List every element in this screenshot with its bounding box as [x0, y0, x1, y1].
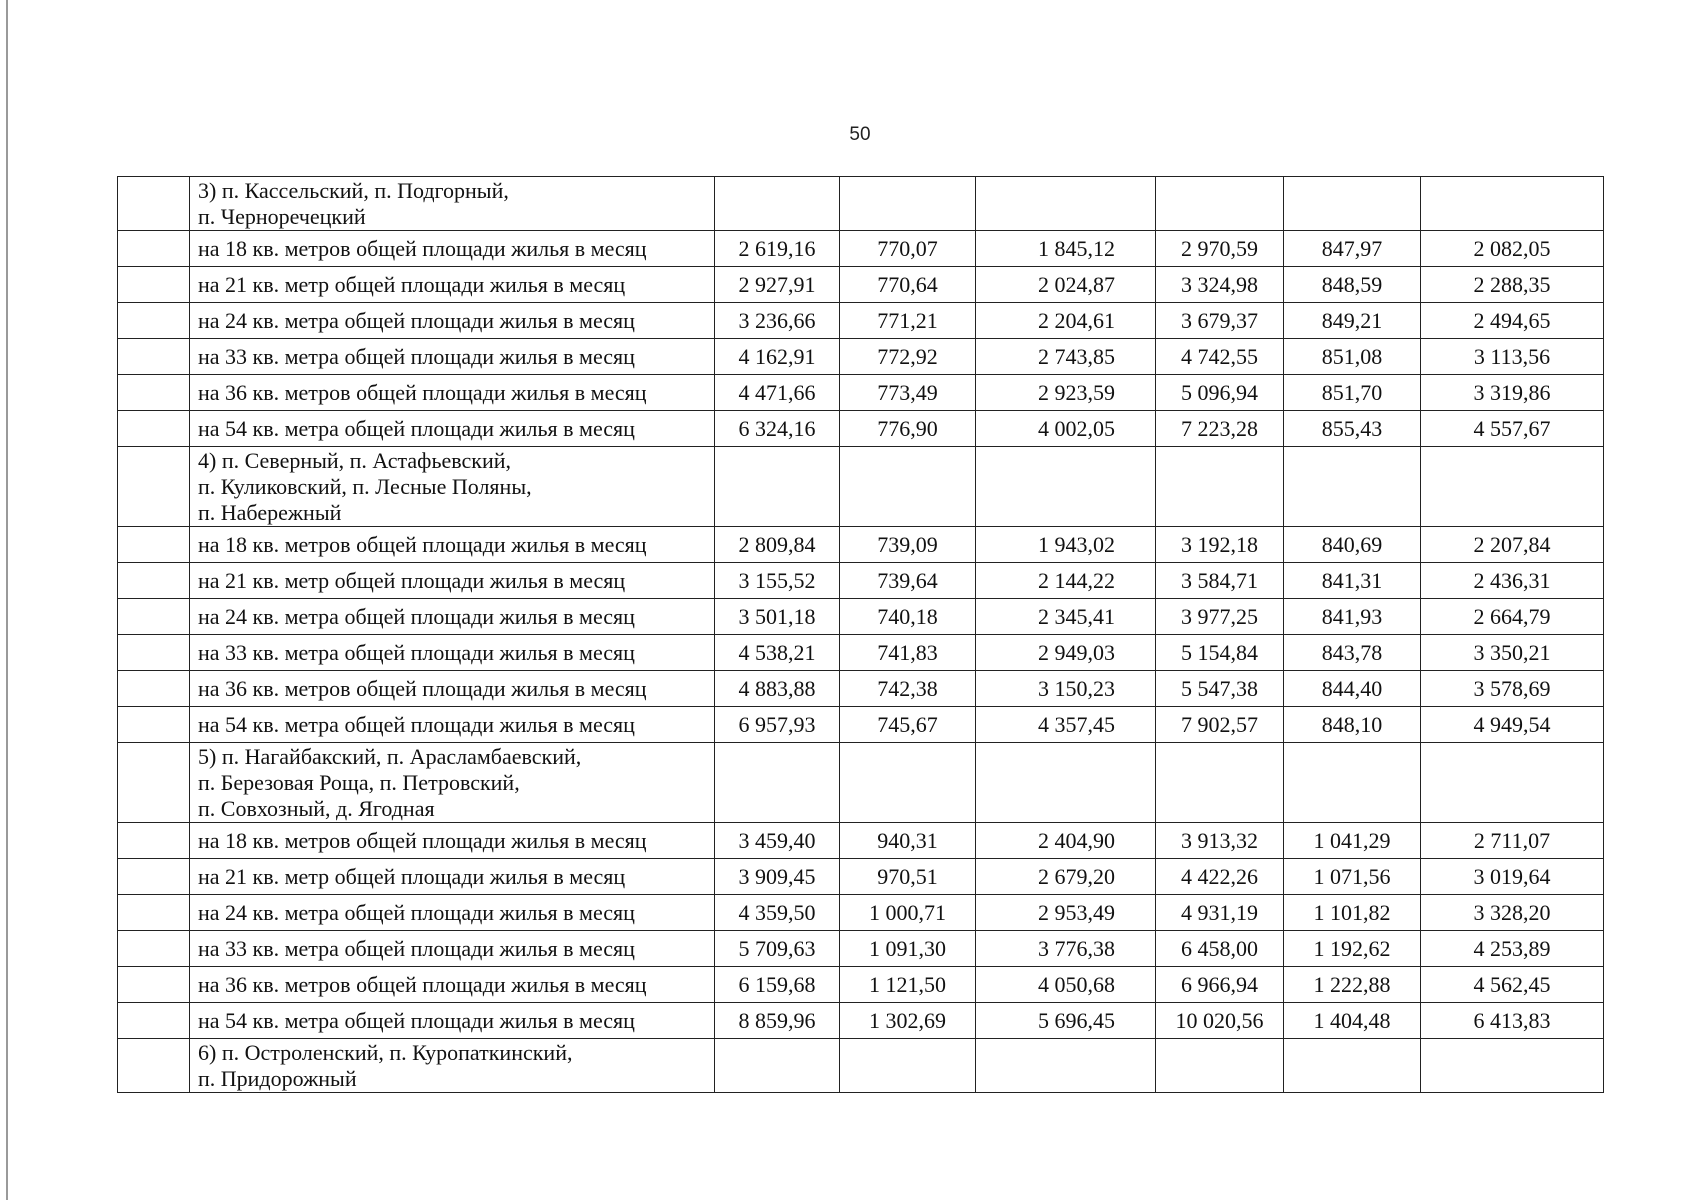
value-cell: 970,51: [840, 859, 976, 895]
value-cell: 6 324,16: [715, 411, 840, 447]
empty-value-cell: [715, 447, 840, 527]
empty-value-cell: [976, 1039, 1156, 1093]
value-cell: 770,07: [840, 231, 976, 267]
value-cell: 841,93: [1284, 599, 1421, 635]
table-row: [118, 599, 1604, 635]
table-row: [118, 375, 1604, 411]
table-row: [118, 231, 1604, 267]
empty-value-cell: [1421, 447, 1604, 527]
index-cell: [118, 707, 190, 743]
value-cell: 3 977,25: [1156, 599, 1284, 635]
group-header-row: [118, 1039, 1604, 1093]
table-row: [118, 859, 1604, 895]
value-cell: 4 931,19: [1156, 895, 1284, 931]
value-cell: 4 253,89: [1421, 931, 1604, 967]
value-cell: 5 096,94: [1156, 375, 1284, 411]
row-label: на 21 кв. метр общей площади жилья в месяц: [190, 859, 715, 895]
group-title: 6) п. Остроленский, п. Куропаткинский, п. Придорожный: [190, 1039, 715, 1093]
value-cell: 5 547,38: [1156, 671, 1284, 707]
row-label: на 33 кв. метра общей площади жилья в месяц: [190, 931, 715, 967]
table-row: [118, 527, 1604, 563]
value-cell: 1 404,48: [1284, 1003, 1421, 1039]
value-cell: 2 024,87: [976, 267, 1156, 303]
empty-value-cell: [976, 177, 1156, 231]
value-cell: 742,38: [840, 671, 976, 707]
scan-edge-line: [6, 0, 8, 1200]
index-cell: [118, 599, 190, 635]
empty-value-cell: [1156, 447, 1284, 527]
table-row: [118, 931, 1604, 967]
row-label: на 24 кв. метра общей площади жилья в месяц: [190, 895, 715, 931]
value-cell: 3 155,52: [715, 563, 840, 599]
index-cell: [118, 527, 190, 563]
value-cell: 5 154,84: [1156, 635, 1284, 671]
empty-value-cell: [1421, 743, 1604, 823]
table-row: [118, 563, 1604, 599]
value-cell: 2 970,59: [1156, 231, 1284, 267]
value-cell: 739,09: [840, 527, 976, 563]
empty-value-cell: [1421, 177, 1604, 231]
value-cell: 1 302,69: [840, 1003, 976, 1039]
table-row: [118, 823, 1604, 859]
empty-value-cell: [840, 1039, 976, 1093]
value-cell: 3 324,98: [1156, 267, 1284, 303]
group-header-row: [118, 447, 1604, 527]
value-cell: 1 222,88: [1284, 967, 1421, 1003]
value-cell: 740,18: [840, 599, 976, 635]
value-cell: 855,43: [1284, 411, 1421, 447]
value-cell: 4 883,88: [715, 671, 840, 707]
value-cell: 2 949,03: [976, 635, 1156, 671]
value-cell: 851,08: [1284, 339, 1421, 375]
value-cell: 776,90: [840, 411, 976, 447]
group-header-row: [118, 743, 1604, 823]
value-cell: 1 101,82: [1284, 895, 1421, 931]
value-cell: 1 071,56: [1284, 859, 1421, 895]
value-cell: 10 020,56: [1156, 1003, 1284, 1039]
empty-value-cell: [840, 743, 976, 823]
value-cell: 745,67: [840, 707, 976, 743]
value-cell: 3 113,56: [1421, 339, 1604, 375]
row-label: на 21 кв. метр общей площади жилья в месяц: [190, 563, 715, 599]
value-cell: 2 144,22: [976, 563, 1156, 599]
value-cell: 1 845,12: [976, 231, 1156, 267]
empty-value-cell: [1156, 177, 1284, 231]
group-title: 5) п. Нагайбакский, п. Арасламбаевский, п. Березовая Роща, п. Петровский, п. Совхозный, д. Ягодная: [190, 743, 715, 823]
value-cell: 741,83: [840, 635, 976, 671]
table-row: [118, 707, 1604, 743]
empty-value-cell: [1284, 743, 1421, 823]
value-cell: 4 050,68: [976, 967, 1156, 1003]
table-row: [118, 635, 1604, 671]
row-label: на 54 кв. метра общей площади жилья в месяц: [190, 1003, 715, 1039]
row-label: на 18 кв. метров общей площади жилья в месяц: [190, 231, 715, 267]
value-cell: 2 743,85: [976, 339, 1156, 375]
value-cell: 3 776,38: [976, 931, 1156, 967]
value-cell: 851,70: [1284, 375, 1421, 411]
value-cell: 3 913,32: [1156, 823, 1284, 859]
value-cell: 4 422,26: [1156, 859, 1284, 895]
value-cell: 1 000,71: [840, 895, 976, 931]
value-cell: 3 459,40: [715, 823, 840, 859]
table-row: [118, 1003, 1604, 1039]
page-number: 50: [849, 124, 871, 145]
value-cell: 3 019,64: [1421, 859, 1604, 895]
index-cell: [118, 1003, 190, 1039]
value-cell: 2 619,16: [715, 231, 840, 267]
index-cell: [118, 743, 190, 823]
value-cell: 3 150,23: [976, 671, 1156, 707]
index-cell: [118, 1039, 190, 1093]
index-cell: [118, 895, 190, 931]
value-cell: 2 404,90: [976, 823, 1156, 859]
empty-value-cell: [1156, 1039, 1284, 1093]
group-title: 4) п. Северный, п. Астафьевский, п. Куликовский, п. Лесные Поляны, п. Набережный: [190, 447, 715, 527]
value-cell: 2 494,65: [1421, 303, 1604, 339]
value-cell: 4 471,66: [715, 375, 840, 411]
value-cell: 843,78: [1284, 635, 1421, 671]
index-cell: [118, 339, 190, 375]
index-cell: [118, 375, 190, 411]
table-row: [118, 267, 1604, 303]
value-cell: 773,49: [840, 375, 976, 411]
empty-value-cell: [1421, 1039, 1604, 1093]
value-cell: 770,64: [840, 267, 976, 303]
group-title: 3) п. Кассельский, п. Подгорный, п. Черноречецкий: [190, 177, 715, 231]
value-cell: 940,31: [840, 823, 976, 859]
value-cell: 5 696,45: [976, 1003, 1156, 1039]
table-row: [118, 671, 1604, 707]
value-cell: 3 501,18: [715, 599, 840, 635]
empty-value-cell: [1156, 743, 1284, 823]
index-cell: [118, 635, 190, 671]
index-cell: [118, 411, 190, 447]
value-cell: 3 909,45: [715, 859, 840, 895]
table-row: [118, 303, 1604, 339]
value-cell: 4 742,55: [1156, 339, 1284, 375]
value-cell: 2 082,05: [1421, 231, 1604, 267]
row-label: на 33 кв. метра общей площади жилья в месяц: [190, 339, 715, 375]
value-cell: 1 091,30: [840, 931, 976, 967]
value-cell: 1 943,02: [976, 527, 1156, 563]
row-label: на 36 кв. метров общей площади жилья в месяц: [190, 375, 715, 411]
value-cell: 3 319,86: [1421, 375, 1604, 411]
value-cell: 841,31: [1284, 563, 1421, 599]
value-cell: 6 957,93: [715, 707, 840, 743]
index-cell: [118, 671, 190, 707]
row-label: на 24 кв. метра общей площади жилья в месяц: [190, 303, 715, 339]
value-cell: 772,92: [840, 339, 976, 375]
empty-value-cell: [1284, 1039, 1421, 1093]
empty-value-cell: [1284, 447, 1421, 527]
value-cell: 4 002,05: [976, 411, 1156, 447]
row-label: на 33 кв. метра общей площади жилья в месяц: [190, 635, 715, 671]
empty-value-cell: [840, 177, 976, 231]
value-cell: 4 359,50: [715, 895, 840, 931]
value-cell: 6 458,00: [1156, 931, 1284, 967]
value-cell: 4 357,45: [976, 707, 1156, 743]
value-cell: 847,97: [1284, 231, 1421, 267]
value-cell: 2 345,41: [976, 599, 1156, 635]
value-cell: 6 159,68: [715, 967, 840, 1003]
value-cell: 739,64: [840, 563, 976, 599]
empty-value-cell: [976, 743, 1156, 823]
value-cell: 6 413,83: [1421, 1003, 1604, 1039]
value-cell: 3 192,18: [1156, 527, 1284, 563]
index-cell: [118, 231, 190, 267]
table-row: [118, 411, 1604, 447]
value-cell: 2 927,91: [715, 267, 840, 303]
value-cell: 848,59: [1284, 267, 1421, 303]
row-label: на 54 кв. метра общей площади жилья в месяц: [190, 411, 715, 447]
value-cell: 6 966,94: [1156, 967, 1284, 1003]
value-cell: 844,40: [1284, 671, 1421, 707]
index-cell: [118, 447, 190, 527]
value-cell: 4 562,45: [1421, 967, 1604, 1003]
value-cell: 771,21: [840, 303, 976, 339]
row-label: на 36 кв. метров общей площади жилья в месяц: [190, 967, 715, 1003]
value-cell: 8 859,96: [715, 1003, 840, 1039]
value-cell: 4 557,67: [1421, 411, 1604, 447]
value-cell: 1 192,62: [1284, 931, 1421, 967]
value-cell: 3 236,66: [715, 303, 840, 339]
value-cell: 3 584,71: [1156, 563, 1284, 599]
empty-value-cell: [715, 743, 840, 823]
value-cell: 2 923,59: [976, 375, 1156, 411]
row-label: на 36 кв. метров общей площади жилья в месяц: [190, 671, 715, 707]
tariff-table: [117, 176, 1604, 1093]
index-cell: [118, 859, 190, 895]
index-cell: [118, 931, 190, 967]
group-header-row: [118, 177, 1604, 231]
empty-value-cell: [715, 1039, 840, 1093]
index-cell: [118, 967, 190, 1003]
value-cell: 2 204,61: [976, 303, 1156, 339]
index-cell: [118, 303, 190, 339]
value-cell: 4 949,54: [1421, 707, 1604, 743]
value-cell: 2 679,20: [976, 859, 1156, 895]
index-cell: [118, 563, 190, 599]
value-cell: 2 207,84: [1421, 527, 1604, 563]
value-cell: 4 162,91: [715, 339, 840, 375]
value-cell: 1 041,29: [1284, 823, 1421, 859]
table-row: [118, 895, 1604, 931]
value-cell: 2 288,35: [1421, 267, 1604, 303]
value-cell: 4 538,21: [715, 635, 840, 671]
index-cell: [118, 823, 190, 859]
value-cell: 2 809,84: [715, 527, 840, 563]
empty-value-cell: [715, 177, 840, 231]
row-label: на 24 кв. метра общей площади жилья в месяц: [190, 599, 715, 635]
value-cell: 7 902,57: [1156, 707, 1284, 743]
value-cell: 848,10: [1284, 707, 1421, 743]
empty-value-cell: [976, 447, 1156, 527]
empty-value-cell: [1284, 177, 1421, 231]
value-cell: 1 121,50: [840, 967, 976, 1003]
table-row: [118, 967, 1604, 1003]
row-label: на 21 кв. метр общей площади жилья в месяц: [190, 267, 715, 303]
value-cell: 2 711,07: [1421, 823, 1604, 859]
value-cell: 3 578,69: [1421, 671, 1604, 707]
tariff-table-body: [118, 177, 1604, 1093]
value-cell: 849,21: [1284, 303, 1421, 339]
value-cell: 3 350,21: [1421, 635, 1604, 671]
value-cell: 2 953,49: [976, 895, 1156, 931]
value-cell: 840,69: [1284, 527, 1421, 563]
index-cell: [118, 177, 190, 231]
empty-value-cell: [840, 447, 976, 527]
value-cell: 7 223,28: [1156, 411, 1284, 447]
index-cell: [118, 267, 190, 303]
value-cell: 3 679,37: [1156, 303, 1284, 339]
value-cell: 2 436,31: [1421, 563, 1604, 599]
row-label: на 18 кв. метров общей площади жилья в месяц: [190, 527, 715, 563]
value-cell: 3 328,20: [1421, 895, 1604, 931]
value-cell: 5 709,63: [715, 931, 840, 967]
row-label: на 54 кв. метра общей площади жилья в месяц: [190, 707, 715, 743]
row-label: на 18 кв. метров общей площади жилья в месяц: [190, 823, 715, 859]
value-cell: 2 664,79: [1421, 599, 1604, 635]
table-row: [118, 339, 1604, 375]
